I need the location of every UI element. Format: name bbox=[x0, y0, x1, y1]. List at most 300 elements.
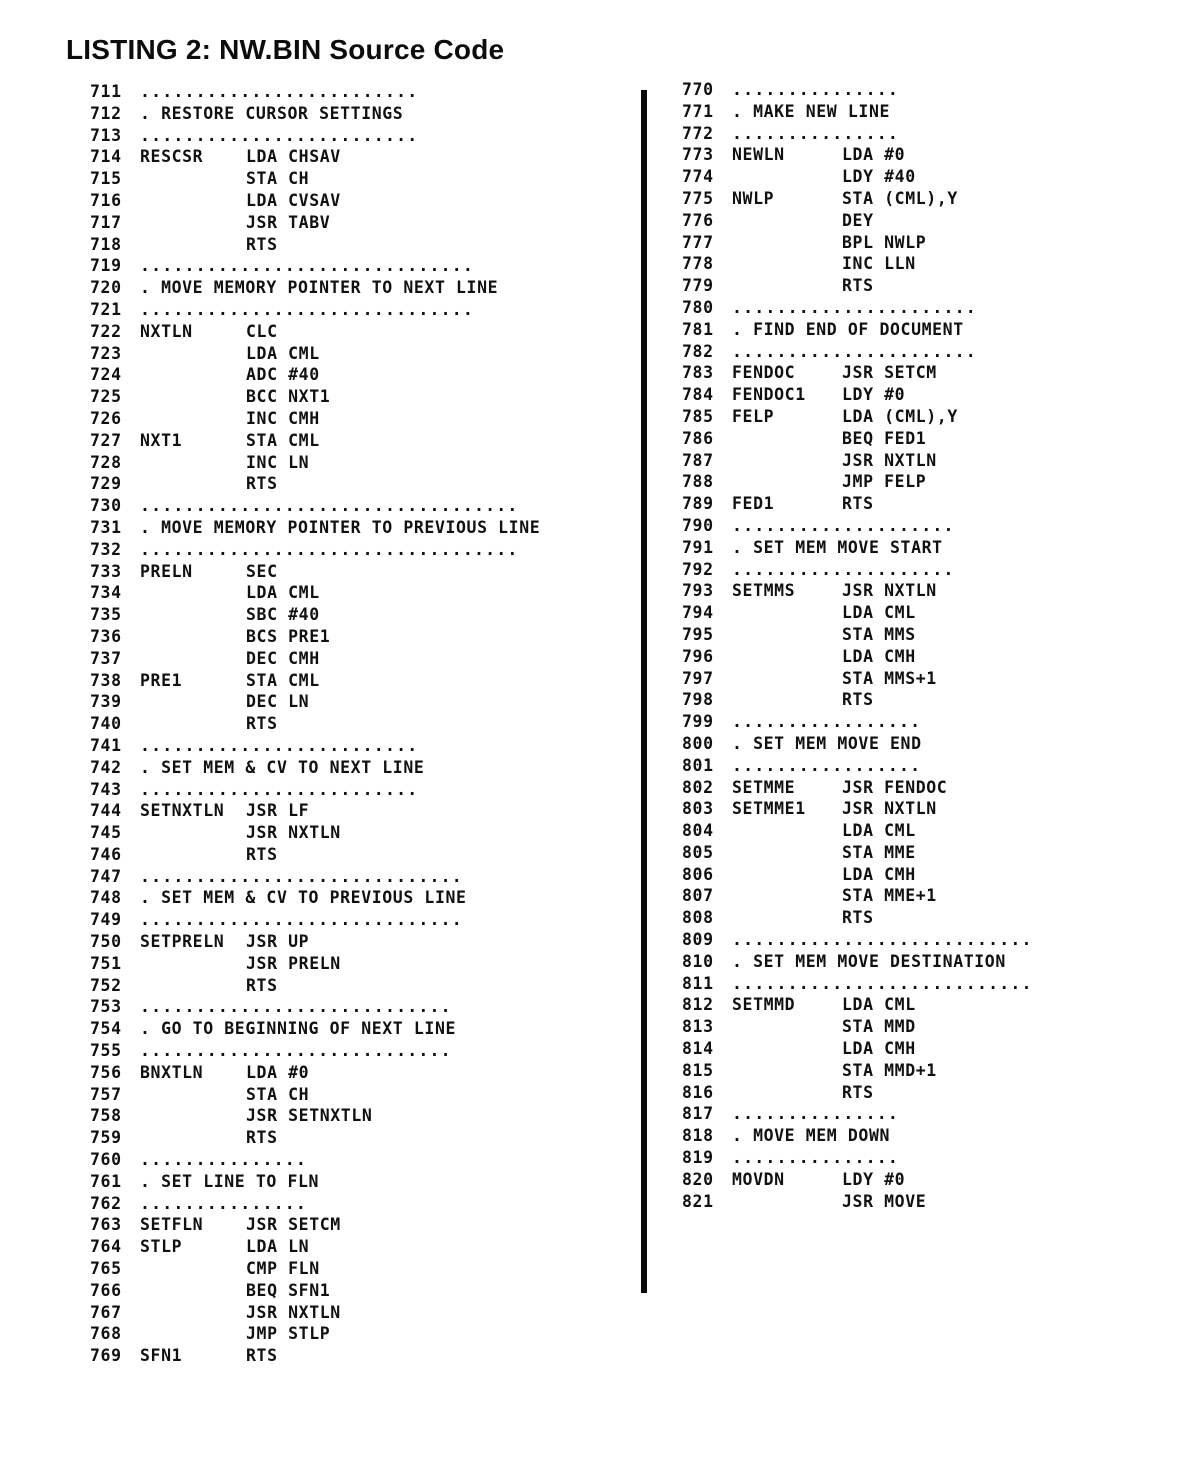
code-line bbox=[90, 1040, 540, 1062]
code-instruction: RTS bbox=[842, 690, 874, 710]
code-line bbox=[90, 1171, 540, 1193]
line-number: 748 bbox=[90, 888, 122, 908]
code-label: SFN1 bbox=[140, 1346, 183, 1366]
code-label: NXTLN bbox=[140, 321, 193, 341]
code-line bbox=[90, 1062, 540, 1084]
code-instruction: RTS bbox=[842, 1082, 874, 1102]
line-number: 796 bbox=[682, 646, 714, 666]
code-instruction: JSR PRELN bbox=[246, 953, 341, 973]
code-line bbox=[682, 755, 1033, 777]
line-number: 743 bbox=[90, 779, 122, 799]
code-line bbox=[682, 341, 1033, 363]
separator-line: ............... bbox=[140, 1193, 308, 1213]
separator-line: ............................ bbox=[140, 1041, 452, 1061]
code-instruction: RTS bbox=[246, 844, 278, 864]
line-number: 806 bbox=[682, 864, 714, 884]
code-instruction: JSR LF bbox=[246, 801, 310, 821]
code-line bbox=[682, 668, 1033, 690]
line-number: 801 bbox=[682, 755, 714, 775]
code-line bbox=[682, 885, 1033, 907]
code-instruction: RTS bbox=[842, 908, 874, 928]
line-number: 783 bbox=[682, 363, 714, 383]
code-line bbox=[682, 864, 1033, 886]
separator-line: .............................. bbox=[140, 256, 475, 276]
code-line bbox=[90, 800, 540, 822]
line-number: 719 bbox=[90, 256, 122, 276]
line-number: 782 bbox=[682, 341, 714, 361]
separator-line: ...................... bbox=[732, 297, 977, 317]
code-line bbox=[90, 604, 540, 626]
code-line bbox=[90, 561, 540, 583]
separator-line: ............... bbox=[732, 1148, 900, 1168]
line-number: 753 bbox=[90, 997, 122, 1017]
line-number: 808 bbox=[682, 908, 714, 928]
code-line bbox=[682, 1191, 1033, 1213]
code-label: FENDOC1 bbox=[732, 385, 806, 405]
line-number: 731 bbox=[90, 517, 122, 537]
comment-text: . SET LINE TO FLN bbox=[140, 1171, 320, 1191]
code-line bbox=[90, 1105, 540, 1127]
code-line bbox=[90, 321, 540, 343]
code-line bbox=[90, 125, 540, 147]
code-instruction: LDA LN bbox=[246, 1237, 310, 1257]
line-number: 761 bbox=[90, 1171, 122, 1191]
code-line bbox=[682, 537, 1033, 559]
separator-line: .................... bbox=[732, 515, 955, 535]
comment-text: . GO TO BEGINNING OF NEXT LINE bbox=[140, 1019, 457, 1039]
code-line bbox=[90, 517, 540, 539]
code-line bbox=[90, 1280, 540, 1302]
code-instruction: RTS bbox=[842, 276, 874, 296]
separator-line: ........................... bbox=[732, 930, 1033, 950]
line-number: 750 bbox=[90, 932, 122, 952]
code-line bbox=[90, 844, 540, 866]
code-line bbox=[682, 711, 1033, 733]
line-number: 749 bbox=[90, 910, 122, 930]
code-line bbox=[682, 624, 1033, 646]
code-line bbox=[90, 539, 540, 561]
comment-text: . SET MEM & CV TO PREVIOUS LINE bbox=[140, 888, 467, 908]
line-number: 795 bbox=[682, 624, 714, 644]
code-instruction: LDA CVSAV bbox=[246, 190, 341, 210]
code-line bbox=[90, 430, 540, 452]
line-number: 717 bbox=[90, 212, 122, 232]
code-label: FELP bbox=[732, 406, 775, 426]
code-instruction: ADC #40 bbox=[246, 365, 320, 385]
line-number: 754 bbox=[90, 1019, 122, 1039]
code-instruction: LDA CML bbox=[842, 995, 916, 1015]
page-title: LISTING 2: NW.BIN Source Code bbox=[66, 34, 505, 65]
line-number: 797 bbox=[682, 668, 714, 688]
code-line bbox=[90, 648, 540, 670]
code-line bbox=[682, 1147, 1033, 1169]
line-number: 755 bbox=[90, 1041, 122, 1061]
separator-line: ......................... bbox=[140, 82, 419, 101]
code-instruction: LDA CMH bbox=[842, 864, 916, 884]
line-number: 762 bbox=[90, 1193, 122, 1213]
code-instruction: LDA CHSAV bbox=[246, 147, 341, 167]
line-number: 730 bbox=[90, 496, 122, 516]
code-instruction: JSR NXTLN bbox=[246, 823, 341, 843]
code-instruction: DEY bbox=[842, 210, 874, 230]
code-line bbox=[90, 190, 540, 212]
code-line bbox=[682, 362, 1033, 384]
code-label: SETMMS bbox=[732, 581, 796, 601]
separator-line: ...................... bbox=[732, 341, 977, 361]
code-line bbox=[682, 602, 1033, 624]
code-line bbox=[90, 1018, 540, 1040]
line-number: 774 bbox=[682, 167, 714, 187]
line-number: 725 bbox=[90, 387, 122, 407]
code-label: FED1 bbox=[732, 494, 775, 514]
line-number: 800 bbox=[682, 733, 714, 753]
code-line bbox=[682, 689, 1033, 711]
line-number: 742 bbox=[90, 757, 122, 777]
separator-line: .................................. bbox=[140, 539, 519, 559]
line-number: 778 bbox=[682, 254, 714, 274]
code-label: SETFLN bbox=[140, 1215, 204, 1235]
code-label: NEWLN bbox=[732, 145, 785, 165]
line-number: 740 bbox=[90, 714, 122, 734]
code-label: NWLP bbox=[732, 188, 775, 208]
code-label: SETNXTLN bbox=[140, 801, 225, 821]
code-line bbox=[682, 820, 1033, 842]
code-line bbox=[682, 1038, 1033, 1060]
code-label: SETMME1 bbox=[732, 799, 806, 819]
code-line bbox=[682, 1103, 1033, 1125]
line-number: 821 bbox=[682, 1191, 714, 1211]
code-line bbox=[90, 713, 540, 735]
code-instruction: LDA #0 bbox=[246, 1062, 310, 1082]
line-number: 798 bbox=[682, 690, 714, 710]
code-label: BNXTLN bbox=[140, 1062, 204, 1082]
comment-text: . MOVE MEMORY POINTER TO PREVIOUS LINE bbox=[140, 517, 541, 537]
code-label: PRE1 bbox=[140, 670, 183, 690]
code-line bbox=[90, 103, 540, 125]
line-number: 752 bbox=[90, 975, 122, 995]
code-instruction: STA CH bbox=[246, 169, 310, 189]
separator-line: ......................... bbox=[140, 125, 419, 145]
code-instruction: RTS bbox=[246, 1346, 278, 1366]
code-line bbox=[90, 299, 540, 321]
code-instruction: JSR NXTLN bbox=[246, 1302, 341, 1322]
code-line bbox=[682, 733, 1033, 755]
line-number: 736 bbox=[90, 626, 122, 646]
code-instruction: LDA (CML),Y bbox=[842, 406, 958, 426]
code-line bbox=[90, 626, 540, 648]
code-line bbox=[682, 188, 1033, 210]
code-instruction: JSR FENDOC bbox=[842, 777, 948, 797]
separator-line: ......................... bbox=[140, 779, 419, 799]
line-number: 763 bbox=[90, 1215, 122, 1235]
code-instruction: RTS bbox=[246, 714, 278, 734]
code-instruction: LDA CMH bbox=[842, 646, 916, 666]
line-number: 751 bbox=[90, 953, 122, 973]
line-number: 790 bbox=[682, 515, 714, 535]
code-line bbox=[90, 1236, 540, 1258]
code-instruction: LDY #0 bbox=[842, 1169, 906, 1189]
line-number: 746 bbox=[90, 844, 122, 864]
code-instruction: RTS bbox=[246, 1128, 278, 1148]
separator-line: ................. bbox=[732, 712, 922, 732]
line-number: 814 bbox=[682, 1039, 714, 1059]
line-number: 726 bbox=[90, 408, 122, 428]
line-number: 739 bbox=[90, 692, 122, 712]
code-line bbox=[90, 1323, 540, 1345]
line-number: 714 bbox=[90, 147, 122, 167]
code-line bbox=[90, 146, 540, 168]
line-number: 812 bbox=[682, 995, 714, 1015]
code-line bbox=[682, 166, 1033, 188]
separator-line: .................................. bbox=[140, 496, 519, 516]
line-number: 732 bbox=[90, 539, 122, 559]
code-instruction: JMP FELP bbox=[842, 472, 927, 492]
line-number: 758 bbox=[90, 1106, 122, 1126]
code-instruction: DEC CMH bbox=[246, 648, 320, 668]
code-instruction: LDY #40 bbox=[842, 167, 916, 187]
code-line bbox=[90, 1127, 540, 1149]
code-line bbox=[90, 343, 540, 365]
code-instruction: RTS bbox=[246, 234, 278, 254]
line-number: 771 bbox=[682, 101, 714, 121]
code-instruction: DEC LN bbox=[246, 692, 310, 712]
comment-text: . FIND END OF DOCUMENT bbox=[732, 319, 964, 339]
code-line bbox=[682, 798, 1033, 820]
comment-text: . MOVE MEMORY POINTER TO NEXT LINE bbox=[140, 278, 499, 298]
line-number: 809 bbox=[682, 930, 714, 950]
code-line bbox=[90, 81, 540, 103]
code-instruction: JSR UP bbox=[246, 932, 310, 952]
line-number: 788 bbox=[682, 472, 714, 492]
line-number: 805 bbox=[682, 842, 714, 862]
line-number: 793 bbox=[682, 581, 714, 601]
line-number: 816 bbox=[682, 1082, 714, 1102]
line-number: 759 bbox=[90, 1128, 122, 1148]
code-instruction: JMP STLP bbox=[246, 1324, 331, 1344]
code-instruction: SEC bbox=[246, 561, 278, 581]
code-line bbox=[682, 929, 1033, 951]
line-number: 792 bbox=[682, 559, 714, 579]
code-line bbox=[90, 1149, 540, 1171]
line-number: 767 bbox=[90, 1302, 122, 1322]
line-number: 779 bbox=[682, 276, 714, 296]
code-label: SETPRELN bbox=[140, 932, 225, 952]
line-number: 818 bbox=[682, 1126, 714, 1146]
code-line bbox=[682, 232, 1033, 254]
code-instruction: INC CMH bbox=[246, 408, 320, 428]
code-label: RESCSR bbox=[140, 147, 204, 167]
line-number: 712 bbox=[90, 103, 122, 123]
line-number: 791 bbox=[682, 537, 714, 557]
code-line bbox=[90, 735, 540, 757]
code-instruction: STA CH bbox=[246, 1084, 310, 1104]
code-instruction: JSR NXTLN bbox=[842, 581, 937, 601]
line-number: 785 bbox=[682, 406, 714, 426]
code-instruction: BCC NXT1 bbox=[246, 387, 331, 407]
separator-line: ............... bbox=[732, 1104, 900, 1124]
code-line bbox=[682, 210, 1033, 232]
code-line bbox=[682, 1060, 1033, 1082]
code-instruction: JSR SETCM bbox=[246, 1215, 341, 1235]
code-line bbox=[682, 406, 1033, 428]
line-number: 770 bbox=[682, 80, 714, 99]
code-instruction: JSR SETCM bbox=[842, 363, 937, 383]
comment-text: . SET MEM MOVE END bbox=[732, 733, 922, 753]
code-line bbox=[90, 234, 540, 256]
code-line bbox=[90, 1302, 540, 1324]
code-instruction: JSR NXTLN bbox=[842, 450, 937, 470]
separator-line: ......................... bbox=[140, 735, 419, 755]
code-line bbox=[90, 408, 540, 430]
code-label: MOVDN bbox=[732, 1169, 785, 1189]
code-instruction: RTS bbox=[246, 975, 278, 995]
code-line bbox=[682, 580, 1033, 602]
code-instruction: STA CML bbox=[246, 430, 320, 450]
code-label: FENDOC bbox=[732, 363, 796, 383]
code-line bbox=[90, 1193, 540, 1215]
line-number: 786 bbox=[682, 428, 714, 448]
line-number: 773 bbox=[682, 145, 714, 165]
separator-line: ............................. bbox=[140, 910, 463, 930]
code-line bbox=[90, 1084, 540, 1106]
code-label: STLP bbox=[140, 1237, 183, 1257]
code-instruction: LDA CML bbox=[246, 583, 320, 603]
comment-text: . SET MEM MOVE DESTINATION bbox=[732, 951, 1006, 971]
line-number: 776 bbox=[682, 210, 714, 230]
code-line bbox=[90, 1345, 540, 1367]
line-number: 817 bbox=[682, 1104, 714, 1124]
line-number: 729 bbox=[90, 474, 122, 494]
code-line bbox=[90, 364, 540, 386]
line-number: 737 bbox=[90, 648, 122, 668]
line-number: 727 bbox=[90, 430, 122, 450]
code-instruction: JSR NXTLN bbox=[842, 799, 937, 819]
line-number: 720 bbox=[90, 278, 122, 298]
comment-text: . SET MEM MOVE START bbox=[732, 537, 943, 557]
code-line bbox=[90, 452, 540, 474]
code-instruction: LDA CML bbox=[842, 821, 916, 841]
code-instruction: SBC #40 bbox=[246, 605, 320, 625]
code-line bbox=[682, 144, 1033, 166]
code-line bbox=[682, 951, 1033, 973]
code-instruction: JSR TABV bbox=[246, 212, 331, 232]
code-line bbox=[90, 909, 540, 931]
column-divider bbox=[641, 90, 647, 1293]
line-number: 813 bbox=[682, 1017, 714, 1037]
line-number: 722 bbox=[90, 321, 122, 341]
code-line bbox=[682, 450, 1033, 472]
line-number: 747 bbox=[90, 866, 122, 886]
line-number: 802 bbox=[682, 777, 714, 797]
line-number: 768 bbox=[90, 1324, 122, 1344]
line-number: 713 bbox=[90, 125, 122, 145]
code-line bbox=[682, 646, 1033, 668]
code-line bbox=[90, 866, 540, 888]
code-instruction: STA CML bbox=[246, 670, 320, 690]
separator-line: ................. bbox=[732, 755, 922, 775]
line-number: 735 bbox=[90, 605, 122, 625]
code-instruction: LDA #0 bbox=[842, 145, 906, 165]
code-line bbox=[682, 493, 1033, 515]
separator-line: ............... bbox=[732, 123, 900, 143]
code-line bbox=[682, 842, 1033, 864]
code-instruction: LDA CML bbox=[842, 603, 916, 623]
code-line bbox=[90, 822, 540, 844]
line-number: 764 bbox=[90, 1237, 122, 1257]
code-line bbox=[682, 384, 1033, 406]
line-number: 789 bbox=[682, 494, 714, 514]
code-instruction: LDA CML bbox=[246, 343, 320, 363]
code-line bbox=[90, 212, 540, 234]
code-line bbox=[90, 386, 540, 408]
separator-line: ............... bbox=[732, 80, 900, 99]
code-instruction: INC LLN bbox=[842, 254, 916, 274]
comment-text: . RESTORE CURSOR SETTINGS bbox=[140, 103, 404, 123]
separator-line: ........................... bbox=[732, 973, 1033, 993]
code-line bbox=[90, 168, 540, 190]
line-number: 777 bbox=[682, 232, 714, 252]
listing-column-right bbox=[682, 79, 1033, 1212]
line-number: 781 bbox=[682, 319, 714, 339]
code-instruction: STA MMD+1 bbox=[842, 1060, 937, 1080]
code-line bbox=[682, 973, 1033, 995]
code-label: NXT1 bbox=[140, 430, 183, 450]
code-line bbox=[682, 471, 1033, 493]
line-number: 744 bbox=[90, 801, 122, 821]
code-instruction: STA MME+1 bbox=[842, 886, 937, 906]
code-line bbox=[682, 559, 1033, 581]
line-number: 772 bbox=[682, 123, 714, 143]
line-number: 766 bbox=[90, 1280, 122, 1300]
line-number: 810 bbox=[682, 951, 714, 971]
code-line bbox=[90, 996, 540, 1018]
line-number: 811 bbox=[682, 973, 714, 993]
code-line bbox=[90, 670, 540, 692]
line-number: 716 bbox=[90, 190, 122, 210]
line-number: 799 bbox=[682, 712, 714, 732]
line-number: 733 bbox=[90, 561, 122, 581]
line-number: 711 bbox=[90, 82, 122, 101]
code-line bbox=[682, 123, 1033, 145]
listing-column-left bbox=[90, 81, 540, 1367]
code-instruction: STA MMS+1 bbox=[842, 668, 937, 688]
code-instruction: BEQ SFN1 bbox=[246, 1280, 331, 1300]
line-number: 787 bbox=[682, 450, 714, 470]
line-number: 721 bbox=[90, 299, 122, 319]
code-line bbox=[682, 253, 1033, 275]
line-number: 780 bbox=[682, 297, 714, 317]
separator-line: ............... bbox=[140, 1150, 308, 1170]
code-line bbox=[682, 777, 1033, 799]
line-number: 804 bbox=[682, 821, 714, 841]
code-instruction: STA (CML),Y bbox=[842, 188, 958, 208]
code-instruction: BPL NWLP bbox=[842, 232, 927, 252]
code-line bbox=[682, 1125, 1033, 1147]
code-instruction: JSR SETNXTLN bbox=[246, 1106, 373, 1126]
code-line bbox=[90, 931, 540, 953]
line-number: 769 bbox=[90, 1346, 122, 1366]
code-instruction: RTS bbox=[246, 474, 278, 494]
line-number: 775 bbox=[682, 188, 714, 208]
separator-line: .................... bbox=[732, 559, 955, 579]
code-instruction: CMP FLN bbox=[246, 1259, 320, 1279]
line-number: 765 bbox=[90, 1259, 122, 1279]
line-number: 715 bbox=[90, 169, 122, 189]
code-instruction: LDA CMH bbox=[842, 1039, 916, 1059]
code-line bbox=[90, 495, 540, 517]
code-label: SETMME bbox=[732, 777, 796, 797]
code-line bbox=[90, 473, 540, 495]
